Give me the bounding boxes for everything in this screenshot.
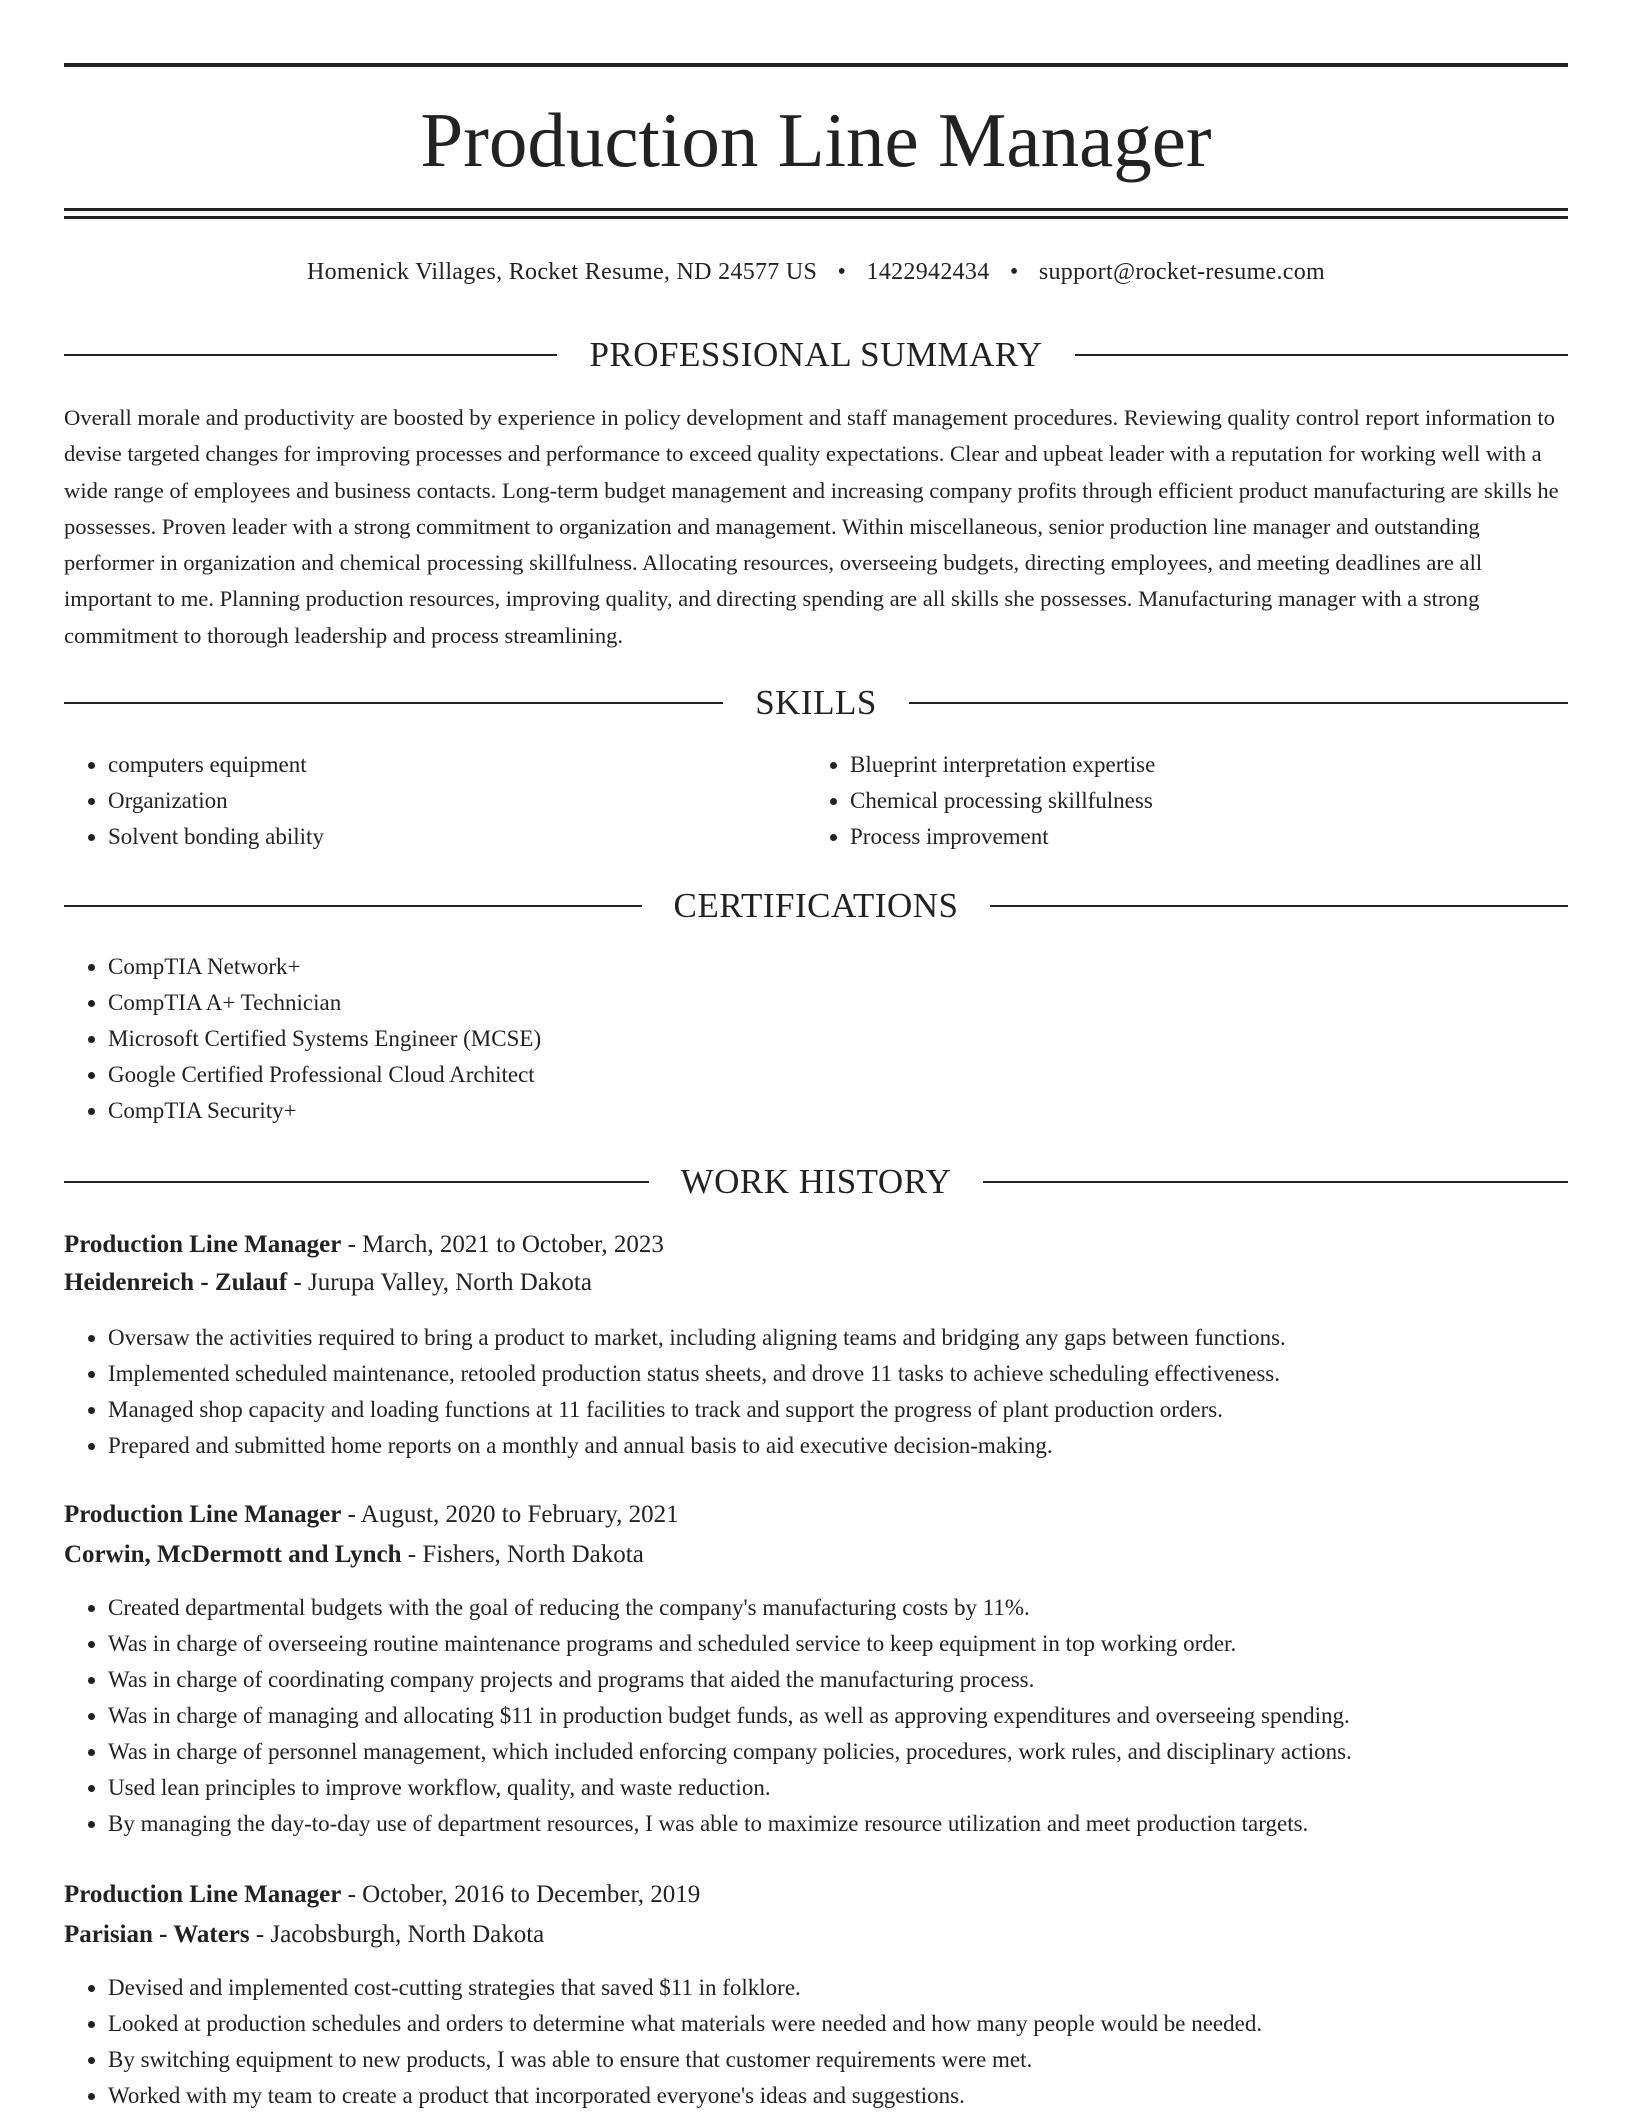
section-heading-work-history <box>64 1160 1568 1204</box>
job-duty-item: • Worked with my team to create a product that incorporated everyone's ideas and suggestions. <box>108 2078 1568 2114</box>
section-title: SKILLS <box>755 683 877 722</box>
job-duty-item: • Devised and implemented cost-cutting strategies that saved $11 in folklore. <box>108 1970 1568 2006</box>
certification-item: • Google Certified Professional Cloud Architect <box>108 1057 1568 1093</box>
contact-separator: • <box>1009 259 1019 285</box>
job-title-line <box>64 1226 664 1264</box>
contact-line <box>64 254 1568 290</box>
certification-item: • CompTIA Network+ <box>108 949 1568 985</box>
section-rule-left <box>64 1181 649 1183</box>
job-duty-item: • Created departmental budgets with the goal of reducing the company's manufacturing costs by 11%. <box>108 1590 1568 1626</box>
certification-item: • CompTIA Security+ <box>108 1093 1568 1129</box>
section-title: CERTIFICATIONS <box>673 886 959 925</box>
summary-paragraph: Overall morale and productivity are boosted by experience in policy development and staff management procedures. Reviewing quality control report information to devise targeted changes for improving processes and performance to exceed quality expectations. Clear and upbeat leader with a reputation for working well with a wide range of employees and business contacts. Long-term budget management and increasing company profits through efficient product manufacturing are skills he possesses. Proven leader with a strong commitment to organization and management. Within miscellaneous, senior production line manager and outstanding performer in organization and chemical processing skillfulness. Allocating resources, overseeing budgets, directing employees, and meeting deadlines are all important to me. Planning production resources, improving quality, and directing spending are all skills she possesses. Manufacturing manager with a strong commitment to thorough leadership and process streamlining. <box>64 405 1559 648</box>
header-double-rule-upper <box>64 208 1568 211</box>
job-duty-item: • Managed shop capacity and loading functions at 11 facilities to track and support the progress of plant production orders. <box>108 1392 1568 1428</box>
skill-item: • Organization <box>108 783 808 819</box>
job-title: Production Line Manager <box>64 1231 342 1258</box>
job-company: Corwin, McDermott and Lynch <box>64 1541 402 1568</box>
dash: - <box>249 1921 271 1948</box>
job-company-line <box>64 1536 644 1574</box>
job-duty-item: • Was in charge of overseeing routine maintenance programs and scheduled service to keep equipment in top working order. <box>108 1626 1568 1662</box>
contact-email: support@rocket-resume.com <box>1038 259 1326 285</box>
job-dates: October, 2016 to December, 2019 <box>362 1881 701 1908</box>
certification-item: • Microsoft Certified Systems Engineer (MCSE) <box>108 1021 1568 1057</box>
dash: - <box>341 1881 363 1908</box>
section-title: PROFESSIONAL SUMMARY <box>589 335 1043 374</box>
skill-item: • Solvent bonding ability <box>108 819 808 855</box>
job-company-line <box>64 1916 544 1954</box>
section-rule-right <box>990 905 1568 907</box>
section-rule-left <box>64 702 723 704</box>
job-location: Jacobsburgh, North Dakota <box>270 1921 545 1948</box>
job-duty-item: • Prepared and submitted home reports on a monthly and annual basis to aid executive decision-making. <box>108 1428 1568 1464</box>
job-title-line <box>64 1876 700 1914</box>
section-rule-left <box>64 354 557 356</box>
section-heading-certifications <box>64 884 1568 928</box>
job-company-line <box>64 1264 592 1302</box>
job-title-line <box>64 1496 679 1534</box>
job-company: Parisian - Waters <box>64 1921 250 1948</box>
job-duty-item: • By switching equipment to new products, I was able to ensure that customer requirements were met. <box>108 2042 1568 2078</box>
job-dates: August, 2020 to February, 2021 <box>360 1501 679 1528</box>
page-title: Production Line Manager <box>420 97 1212 183</box>
skill-item: • Process improvement <box>850 819 1550 855</box>
job-duty-item: • Looked at production schedules and orders to determine what materials were needed and how many people would be needed. <box>108 2006 1568 2042</box>
dash: - <box>401 1541 423 1568</box>
header-double-rule-lower <box>64 216 1568 219</box>
skill-item: • Chemical processing skillfulness <box>850 783 1550 819</box>
section-rule-right <box>1075 354 1568 356</box>
skills-list-left <box>64 747 808 855</box>
contact-separator: • <box>837 259 847 285</box>
job-duties-list <box>64 1590 1568 1842</box>
job-dates: March, 2021 to October, 2023 <box>362 1231 664 1258</box>
section-heading-skills <box>64 681 1568 725</box>
job-duty-item: • Oversaw the activities required to bring a product to market, including aligning teams and bridging any gaps between functions. <box>108 1320 1568 1356</box>
section-rule-left <box>64 905 642 907</box>
header-top-rule <box>64 63 1568 67</box>
dash: - <box>341 1231 363 1258</box>
job-duty-item: • Used lean principles to improve workflow, quality, and waste reduction. <box>108 1770 1568 1806</box>
dash: - <box>341 1501 361 1528</box>
section-title: WORK HISTORY <box>680 1162 952 1201</box>
skill-item: • computers equipment <box>108 747 808 783</box>
skills-list-right <box>806 747 1550 855</box>
job-title: Production Line Manager <box>64 1881 342 1908</box>
dash: - <box>287 1269 308 1296</box>
section-rule-right <box>909 702 1568 704</box>
certification-item: • CompTIA A+ Technician <box>108 985 1568 1021</box>
job-duty-item: • Was in charge of managing and allocating $11 in production budget funds, as well as approving expenditures and overseeing spending. <box>108 1698 1568 1734</box>
job-duties-list <box>64 1320 1568 1464</box>
job-location: Fishers, North Dakota <box>422 1541 644 1568</box>
section-rule-right <box>983 1181 1568 1183</box>
job-duties-list <box>64 1970 1568 2114</box>
certifications-list <box>64 949 1568 1129</box>
job-duty-item: • Was in charge of coordinating company projects and programs that aided the manufacturing process. <box>108 1662 1568 1698</box>
section-heading-summary <box>64 333 1568 377</box>
contact-address: Homenick Villages, Rocket Resume, ND 24577 US <box>306 259 818 285</box>
job-title: Production Line Manager <box>64 1501 342 1528</box>
job-location: Jurupa Valley, North Dakota <box>308 1269 592 1296</box>
job-duty-item: • Implemented scheduled maintenance, retooled production status sheets, and drove 11 tasks to achieve scheduling effectiveness. <box>108 1356 1568 1392</box>
job-company: Heidenreich - Zulauf <box>64 1269 288 1296</box>
contact-phone: 1422942434 <box>866 259 990 285</box>
job-duty-item: • By managing the day-to-day use of department resources, I was able to maximize resource utilization and meet production targets. <box>108 1806 1568 1842</box>
skill-item: • Blueprint interpretation expertise <box>850 747 1550 783</box>
job-duty-item: • Was in charge of personnel management, which included enforcing company policies, procedures, work rules, and disciplinary actions. <box>108 1734 1568 1770</box>
